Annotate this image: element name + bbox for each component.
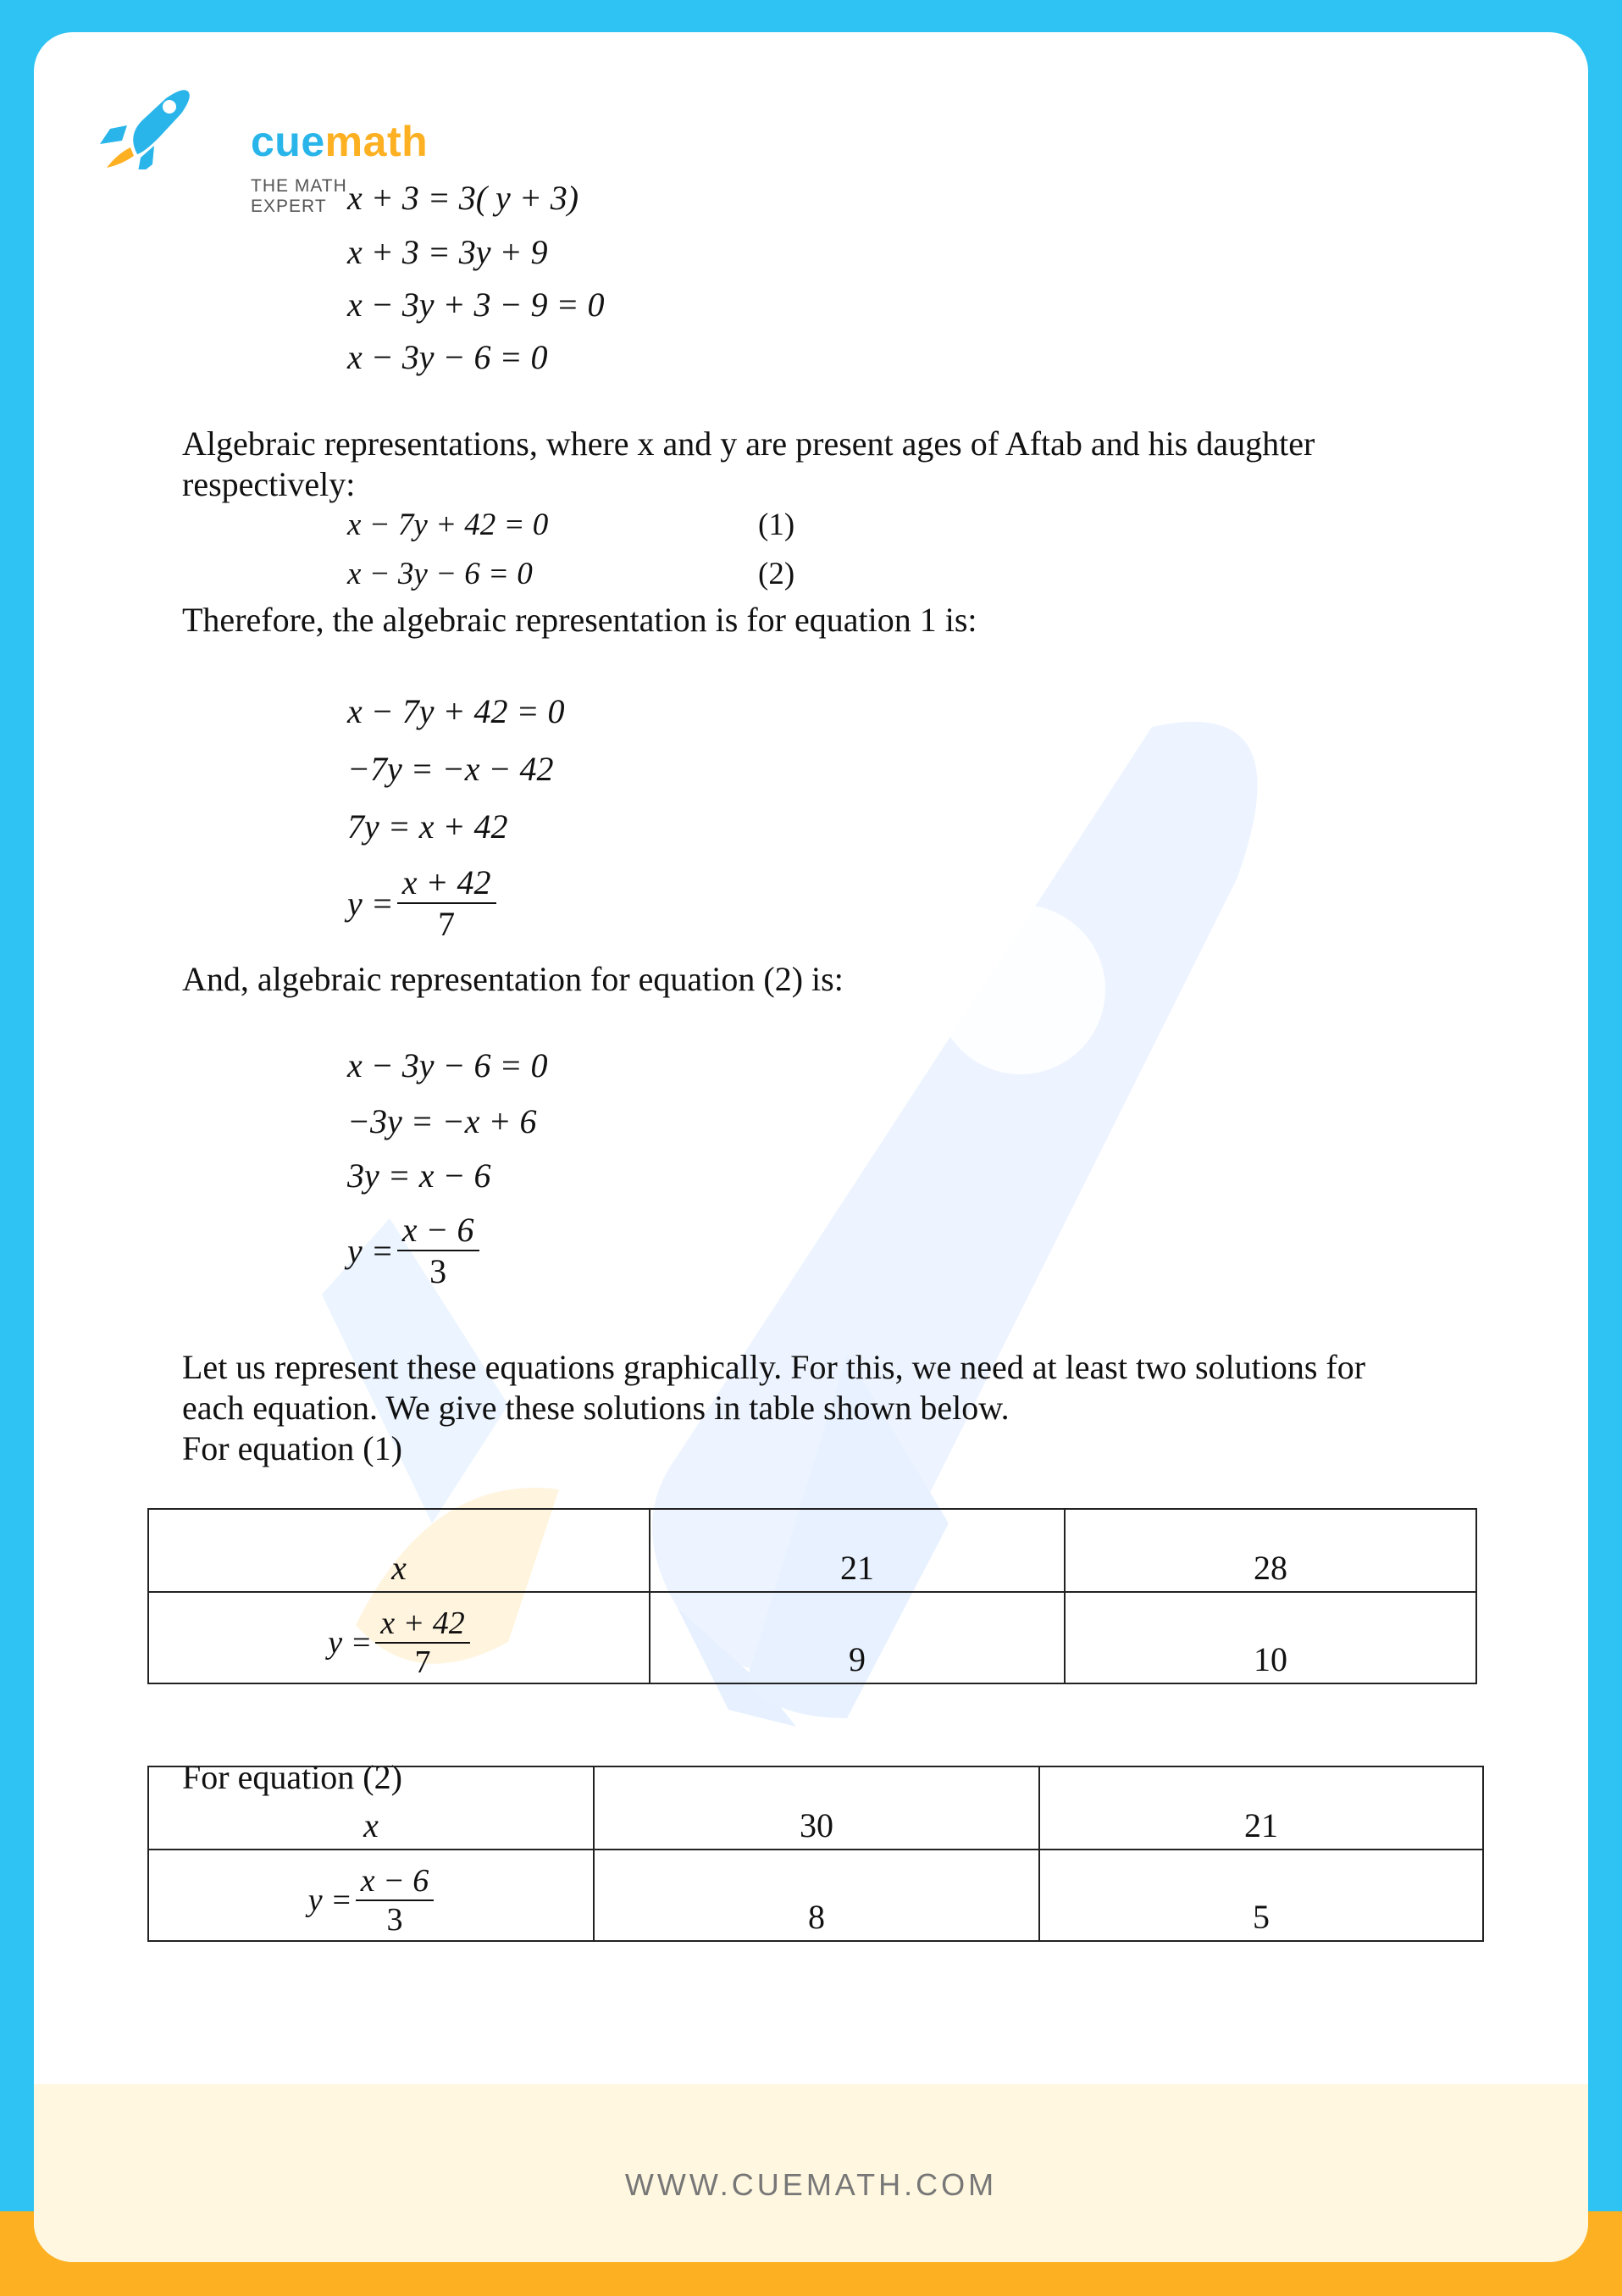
table-cell: 21 bbox=[1039, 1766, 1483, 1850]
top-step-2: x + 3 = 3y + 9 bbox=[347, 233, 548, 271]
eq2-step-3: 3y = x − 6 bbox=[347, 1156, 491, 1195]
table-cell: 10 bbox=[1065, 1592, 1476, 1683]
document-page bbox=[34, 32, 1588, 2262]
eq1-final: y = $\frac{x + 42}{7}$ bbox=[347, 862, 496, 944]
table-row bbox=[148, 1850, 1483, 1941]
table-cell: x bbox=[148, 1509, 650, 1592]
footer-band bbox=[34, 2084, 1588, 2262]
table-row bbox=[148, 1766, 1483, 1850]
paragraph-line: And, algebraic representation for equation (2) is: bbox=[182, 960, 844, 998]
table-caption: For equation (2) bbox=[182, 1758, 402, 1796]
equation-label-2: (2) bbox=[758, 557, 795, 591]
paragraph-line: Let us represent these equations graphically. For this, we need at least two solutions for bbox=[182, 1348, 1366, 1386]
rocket-logo-icon bbox=[93, 76, 195, 169]
top-step-1: x + 3 = 3( y + 3) bbox=[347, 179, 579, 217]
eq2-final: y = $\frac{x - 6}{3}$ bbox=[347, 1210, 479, 1291]
top-step-4: x − 3y − 6 = 0 bbox=[347, 338, 548, 376]
eq2-step-1: x − 3y − 6 = 0 bbox=[347, 1046, 548, 1084]
table-row bbox=[148, 1509, 1476, 1592]
logo-wordmark: cuemath bbox=[251, 118, 429, 165]
representation-eq-1: x − 7y + 42 = 0 bbox=[347, 507, 549, 542]
equation-label-1: (1) bbox=[758, 507, 795, 542]
paragraph-line: respectively: bbox=[182, 465, 356, 503]
top-step-3: x − 3y + 3 − 9 = 0 bbox=[347, 286, 605, 324]
table-cell: 30 bbox=[594, 1766, 1039, 1850]
eq1-step-3: 7y = x + 42 bbox=[347, 807, 508, 846]
eq1-step-2: −7y = −x − 42 bbox=[347, 750, 554, 788]
paragraph-line: each equation. We give these solutions in table shown below. bbox=[182, 1389, 1010, 1427]
table-cell: 9 bbox=[650, 1592, 1065, 1683]
eq2-step-2: −3y = −x + 6 bbox=[347, 1102, 537, 1140]
footer-url[interactable]: WWW.CUEMATH.COM bbox=[624, 2167, 998, 2202]
table-row bbox=[148, 1592, 1476, 1683]
solution-table-1 bbox=[147, 1508, 1477, 1684]
table-cell: x bbox=[148, 1766, 594, 1850]
solution-table-2 bbox=[147, 1766, 1484, 1942]
table-cell: 21 bbox=[650, 1509, 1065, 1592]
paragraph-line: For equation (1) bbox=[182, 1429, 402, 1467]
logo-tagline: THE MATH EXPERT bbox=[251, 176, 347, 216]
table-cell: y = $\frac{x - 6}{3}$ bbox=[148, 1850, 594, 1941]
representation-eq-2: x − 3y − 6 = 0 bbox=[347, 557, 533, 591]
table-cell: 8 bbox=[594, 1850, 1039, 1941]
paragraph-line: Algebraic representations, where x and y are present ages of Aftab and his daughter bbox=[182, 424, 1315, 463]
paragraph-line: Therefore, the algebraic representation is for equation 1 is: bbox=[182, 601, 977, 639]
cuemath-logo[interactable] bbox=[93, 76, 429, 216]
table-cell: y = $\frac{x + 42}{7}$ bbox=[148, 1592, 650, 1683]
eq1-step-1: x − 7y + 42 = 0 bbox=[347, 692, 565, 730]
table-cell: 28 bbox=[1065, 1509, 1476, 1592]
table-cell: 5 bbox=[1039, 1850, 1483, 1941]
